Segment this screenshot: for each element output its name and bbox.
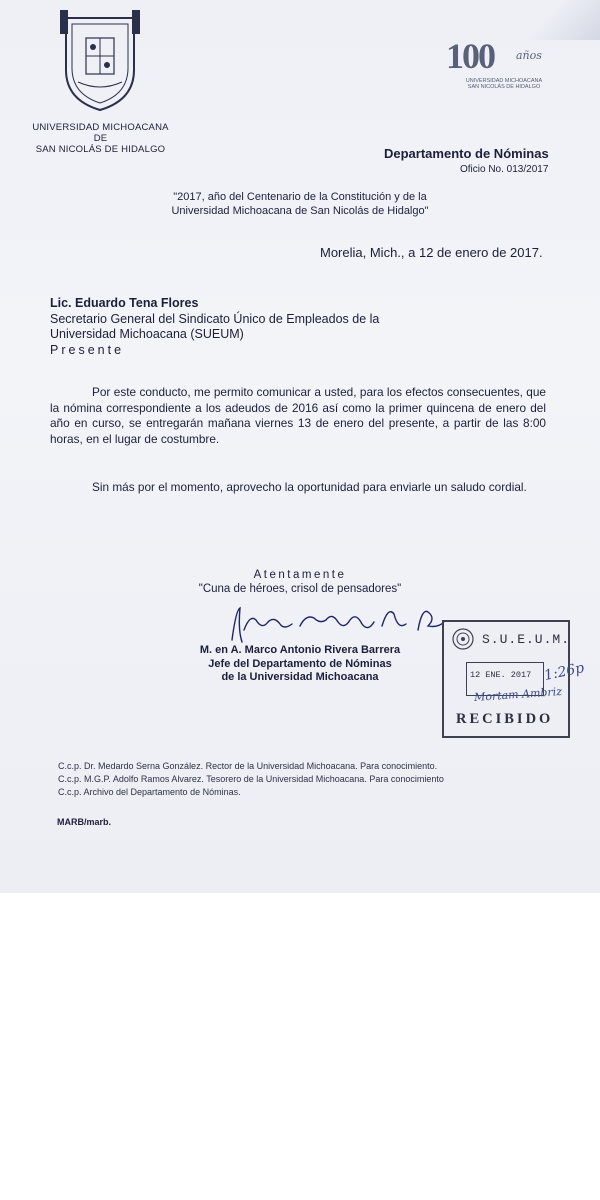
closing-atentamente: Atentamente: [253, 569, 347, 581]
addressee-title: Secretario General del Sindicato Único de Empleados de la: [50, 311, 380, 326]
year-motto-line: "2017, año del Centenario de la Constitución y de la: [173, 191, 427, 203]
body-paragraph: Por este conducto, me permito comunicar a usted, para los efectos consecuentes, que la nómina correspondiente a los adeudos de 2016 así como la primer quincena de enero del año en curso, se entregarán mañana viernes 13 de enero del presente, a partir de las 8:00 horas, en el lugar de costumbre.: [50, 385, 546, 446]
year-motto: [150, 190, 450, 218]
signer-institution: de la Universidad Michoacana: [221, 671, 379, 683]
closing-motto: "Cuna de héroes, crisol de pensadores": [198, 583, 402, 595]
ccp-line: C.c.p. M.G.P. Adolfo Ramos Alvarez. Tesorero de la Universidad Michoacana. Para conocimiento: [58, 774, 444, 784]
stamp-handwritten-name: Mortam Ambriz: [473, 684, 563, 705]
department-name: Departamento de Nóminas: [384, 146, 549, 161]
addressee-greeting: Presente: [50, 342, 125, 357]
reference-initials: MARB/marb.: [57, 817, 112, 827]
place-date: Morelia, Mich., a 12 de enero de 2017.: [320, 245, 543, 260]
addressee-block: [50, 296, 379, 358]
ccp-line: C.c.p. Archivo del Departamento de Nóminas.: [58, 787, 241, 797]
signer-block: [150, 644, 450, 685]
stamp-date: 12 ENE. 2017: [470, 670, 532, 680]
stamp-handwritten-time: 1:26p: [542, 659, 586, 685]
year-motto-line: Universidad Michoacana de San Nicolás de Hidalgo": [171, 205, 429, 217]
centenary-caption-line: UNIVERSIDAD MICHOACANA: [465, 78, 543, 84]
stamp-seal-icon: [452, 628, 474, 650]
university-name: [28, 122, 173, 155]
university-name-line: DE: [93, 133, 108, 144]
signer-name: M. en A. Marco Antonio Rivera Barrera: [199, 644, 401, 656]
centenary-logo-caption: [448, 78, 560, 90]
university-crest-seal: [58, 8, 142, 112]
body-paragraph: Sin más por el momento, aprovecho la oportunidad para enviarle un saludo cordial.: [92, 480, 527, 494]
stamp-title: S.U.E.U.M.: [482, 632, 571, 647]
received-stamp: [442, 620, 586, 738]
addressee-title: Universidad Michoacana (SUEUM): [50, 327, 244, 341]
centenary-logo-number: 100: [446, 36, 494, 76]
centenary-caption-line: SAN NICOLÁS DE HIDALGO: [467, 84, 541, 90]
centenary-logo-word: años: [516, 49, 542, 62]
university-name-line: SAN NICOLÁS DE HIDALGO: [35, 144, 166, 155]
stamp-received-label: RECIBIDO: [456, 711, 554, 727]
handwritten-signature: [222, 600, 452, 650]
signer-position: Jefe del Departamento de Nóminas: [208, 657, 392, 670]
ccp-line: C.c.p. Dr. Medardo Serna González. Rector de la Universidad Michoacana. Para conocimiento.: [58, 761, 438, 771]
oficio-number: Oficio No. 013/2017: [460, 164, 549, 175]
addressee-name: Lic. Eduardo Tena Flores: [50, 296, 199, 310]
university-name-line: UNIVERSIDAD MICHOACANA: [32, 122, 169, 133]
page-shadow: [510, 0, 600, 40]
